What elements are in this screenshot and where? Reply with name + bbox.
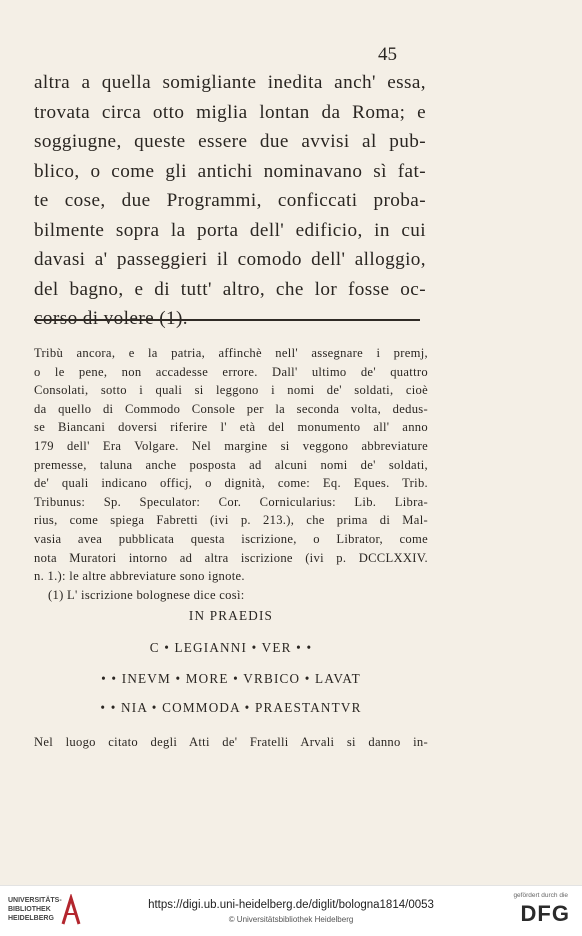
note-line: vasia avea pubblicata questa iscrizione, o Librator, come bbox=[34, 531, 428, 546]
permalink-url[interactable]: https://digi.ub.uni-heidelberg.de/diglit/bologna1814/0053 bbox=[148, 899, 434, 911]
note-line: rius, come spiega Fabretti (ivi p. 213.), che prima di Mal- bbox=[34, 513, 428, 528]
note-line: nota Muratori intorno ad altra iscrizione (ivi p. DCCLXXIV. bbox=[34, 550, 428, 565]
main-line: corso di volere (1). bbox=[34, 308, 188, 329]
main-line: trovata circa otto miglia lontan da Roma; e bbox=[34, 101, 426, 123]
main-text-block bbox=[34, 68, 426, 334]
note-line: de' quali indicano officj, o dignità, come: Eq. Eques. Trib. bbox=[34, 476, 428, 491]
main-line: te cose, due Programmi, conficcati proba- bbox=[34, 190, 426, 211]
note-line: da quello di Commodo Console per la seconda volta, dedus- bbox=[34, 401, 428, 416]
note-line: Consolati, sotto i quali si leggono i nomi de' soldati, cioè bbox=[34, 383, 428, 398]
library-name-line: HEIDELBERG bbox=[8, 915, 54, 922]
dfg-logo[interactable]: DFG bbox=[520, 901, 570, 926]
inscription-line: C • LEGIANNI • VER • • bbox=[149, 640, 313, 655]
continuation-block bbox=[34, 733, 428, 752]
library-name-line: UNIVERSITÄTS- bbox=[8, 897, 62, 904]
note-line: n. 1.): le altre abbreviature sono ignote. bbox=[34, 569, 245, 584]
page-number: 45 bbox=[378, 44, 397, 65]
note-line: Tribù ancora, e la patria, affinchè nell' assegnare i premj, bbox=[34, 346, 428, 360]
inscription-line: • • INEVM • MORE • VRBICO • LAVAT bbox=[101, 671, 361, 686]
inscription-line: • • NIA • COMMODA • PRAESTANTVR bbox=[100, 700, 362, 715]
main-line: davasi a' passeggieri il comodo dell' alloggio, bbox=[34, 249, 426, 270]
footnote-block bbox=[34, 344, 428, 604]
footnote-intro: (1) L' iscrizione bolognese dice così: bbox=[48, 587, 245, 602]
last-note-line: Nel luogo citato degli Atti de' Fratelli Arvali si danno in- bbox=[34, 735, 428, 749]
viewer-footer bbox=[0, 885, 582, 936]
funding-note: gefördert durch die bbox=[513, 892, 568, 899]
main-line: bilmente sopra la porta dell' edificio, in cui bbox=[34, 219, 426, 241]
main-line: soggiugne, queste essere due avvisi al pub- bbox=[34, 131, 426, 152]
main-line: del bagno, e di tutt' altro, che lor fosse oc- bbox=[34, 278, 426, 300]
main-line: blico, o come gli antichi nominavano sì fat- bbox=[34, 160, 426, 182]
note-line: premesse, taluna anche posposta ad alcuni nomi de' soldati, bbox=[34, 457, 428, 472]
main-line: altra a quella somigliante inedita anch' essa, bbox=[34, 72, 426, 93]
inscription-line: IN PRAEDIS bbox=[188, 608, 274, 623]
note-line: se Biancani doversi riferire l' età del monumento all' anno bbox=[34, 420, 428, 435]
footnote-separator-rule bbox=[34, 319, 420, 321]
copyright-notice: © Universitätsbibliothek Heidelberg bbox=[228, 915, 354, 924]
note-line: Tribunus: Sp. Speculator: Cor. Cornicularius: Lib. Libra- bbox=[34, 494, 428, 509]
note-line: o le pene, non accadesse errore. Dall' ultimo de' quattro bbox=[34, 364, 428, 379]
library-name-line: BIBLIOTHEK bbox=[8, 906, 51, 913]
note-line: 179 dell' Era Volgare. Nel margine si veggono abbreviature bbox=[34, 438, 428, 453]
